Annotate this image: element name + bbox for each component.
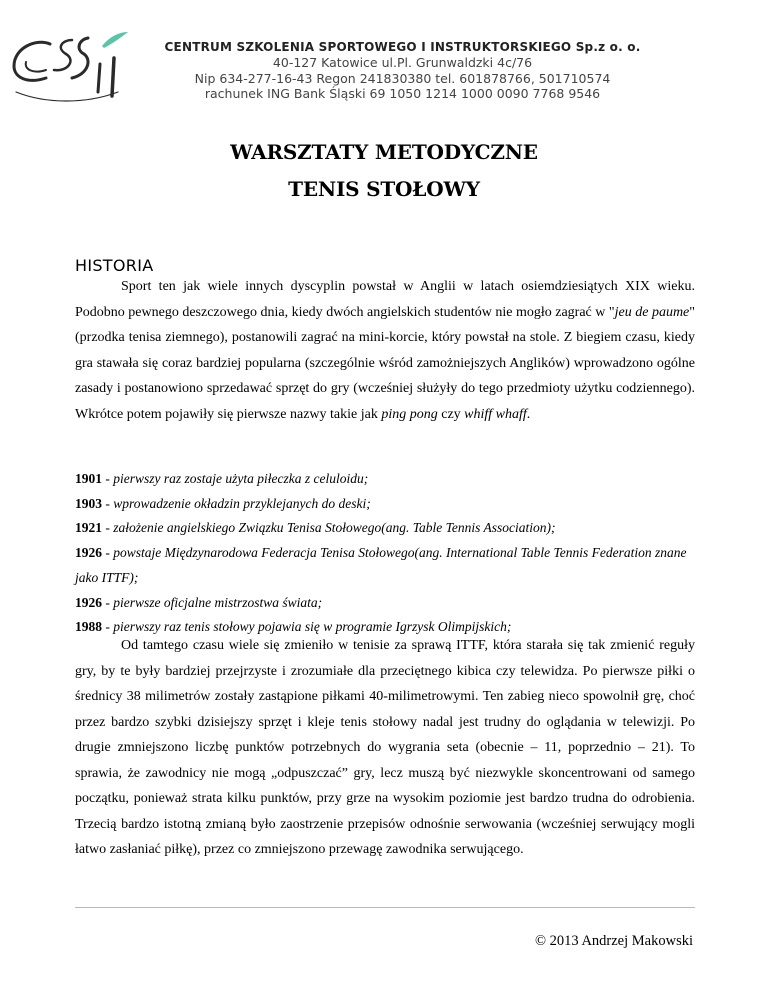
timeline-year: 1988 [75,619,102,635]
organization-address: 40-127 Katowice ul.Pl. Grunwaldzki 4c/76 [272,55,533,70]
timeline-year: 1921 [75,520,102,536]
paragraph-text: " (przodka tenisa ziemnego), postanowili zagrać na mini-korcie, który powstał na stole. Z biegiem czasu, kiedy gra stawała się coraz bardziej popularna (szczególnie wśród zamożniejszych Anglików) wprowadzono ogólne zasady i postanowiono sprzedawać sprzęt do gry (wcześniej służyły do tego przedmioty użytku codziennego). Wkrótce potem pojawiły się pierwsze nazwy takie jak [75,304,695,422]
timeline-description: - pierwszy raz zostaje użyta piłeczka z celuloidu; [102,471,369,486]
document-title: WARSZTATY METODYCZNE [230,140,538,164]
timeline-item [75,492,695,517]
letterhead [125,40,680,102]
timeline-item [75,467,695,492]
timeline-list [75,467,695,640]
timeline-description: - założenie angielskiego Związku Tenisa Stołowego(ang. Table Tennis Association); [102,520,556,536]
timeline-description: - wprowadzenie okładzin przyklejanych do deski; [102,495,371,511]
history-paragraph [75,274,695,427]
document-subtitle: TENIS STOŁOWY [288,177,480,201]
section-heading: HISTORIA [75,256,154,275]
timeline-year: 1903 [75,495,102,511]
timeline-year: 1926 [75,545,102,561]
footer-copyright: © 2013 Andrzej Makowski [534,933,693,949]
timeline-year: 1901 [75,471,102,486]
timeline-year: 1926 [75,594,102,610]
paragraph-emphasis: ping pong [381,406,438,422]
timeline-item [75,541,695,590]
timeline-description: - powstaje Międzynarodowa Federacja Tenisa Stołowego(ang. International Table Tennis Federation znane jako ITTF); [75,545,687,585]
paragraph-emphasis: jeu de paume [614,304,690,320]
timeline-description: - pierwsze oficjalne mistrzostwa świata; [102,594,323,610]
timeline-item [75,591,695,616]
timeline-description: - pierwszy raz tenis stołowy pojawia się w programie Igrzysk Olimpijskich; [102,619,512,635]
paragraph-text: . [526,406,531,422]
csssii-logo-icon [6,18,130,108]
rules-change-paragraph [75,633,695,863]
organization-name: CENTRUM SZKOLENIA SPORTOWEGO I INSTRUKTORSKIEGO Sp.z o. o. [164,40,641,54]
timeline-item [75,516,695,541]
paragraph-text: Od tamtego czasu wiele się zmieniło w tenisie za sprawą ITTF, która starała się tak zmienić reguły gry, by te były bardziej przejrzyste i zrozumiałe dla przeciętnego kibica czy telewidza. Po pierwsze piłki o średnicy 38 milimetrów zostały zastąpione piłkami 40-milimetrowymi. Ten zabieg nieco spowolnił grę, choć przez bardzo szybki dzisiejszy sprzęt i kleje tenis stołowy nadal jest trudny do oglądania w telewizji. Po drugie zmniejszono liczbę punktów potrzebnych do wygrania seta (obecnie – 11, poprzednio – 21). To sprawia, że zawodnicy nie mogą „odpuszczać” gry, lecz muszą być niezwykle skoncentrowani od samego początku, ponieważ strata kilku punktów, przy grze na wysokim poziomie jest bardzo trudna do odrobienia. Trzecią bardzo istotną zmianą było zaostrzenie przepisów odnośnie serwowania (wcześniej serwujący mogli łatwo zasłaniać piłkę), przez co zmniejszono przewagę zawodnika serwującego. [75,638,695,857]
organization-bank-account: rachunek ING Bank Śląski 69 1050 1214 1000 0090 7768 9546 [204,86,601,101]
paragraph-text: czy [437,406,465,422]
footer-divider [75,907,695,908]
organization-registry: Nip 634-277-16-43 Regon 241830380 tel. 601878766, 501710574 [194,70,611,86]
paragraph-text: Sport ten jak wiele innych dyscyplin powstał w Anglii w latach osiemdziesiątych XIX wieku. Podobno pewnego deszczowego dnia, kiedy dwóch angielskich studentów nie mogło zagrać w " [75,279,695,320]
paragraph-emphasis: whiff whaff [464,406,527,422]
